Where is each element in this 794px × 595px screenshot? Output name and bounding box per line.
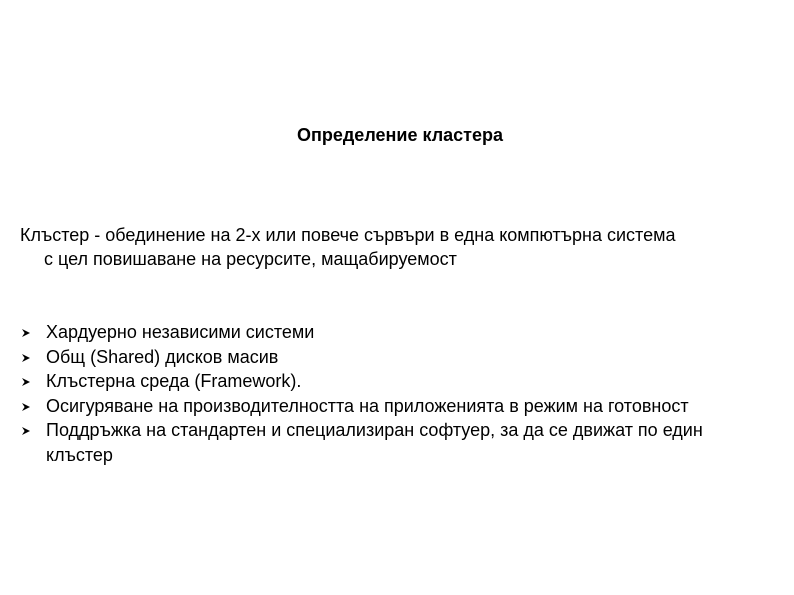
list-item: [22, 369, 762, 394]
list-item-text: Общ (Shared) дисков масив: [46, 346, 279, 367]
list-item: [22, 320, 762, 345]
list-item-text: Поддръжка на стандартен и специализиран софтуер, за да се движат по един клъстер: [46, 420, 703, 465]
feature-list: [22, 320, 762, 467]
arrowhead-bullet-icon: [22, 427, 30, 435]
arrowhead-bullet-icon: [22, 403, 30, 411]
list-item-text: Хардуерно независими системи: [46, 322, 315, 342]
arrowhead-bullet-icon: [22, 378, 30, 386]
list-item: [22, 345, 762, 370]
arrowhead-bullet-icon: [22, 354, 30, 362]
list-item-text: Клъстерна среда (Framework).: [46, 371, 302, 391]
cluster-definition: Клъстер - обединение на 2-х или повече сървъри в една компютърна система с цел повишаване на ресурсите, мащабируемост: [20, 225, 676, 269]
list-item: [22, 394, 762, 419]
arrowhead-bullet-icon: [22, 329, 30, 337]
list-item: [22, 418, 762, 467]
slide-title: Определение кластера: [297, 125, 503, 145]
list-item-text: Осигуряване на производителността на приложенията в режим на готовност: [46, 395, 689, 416]
